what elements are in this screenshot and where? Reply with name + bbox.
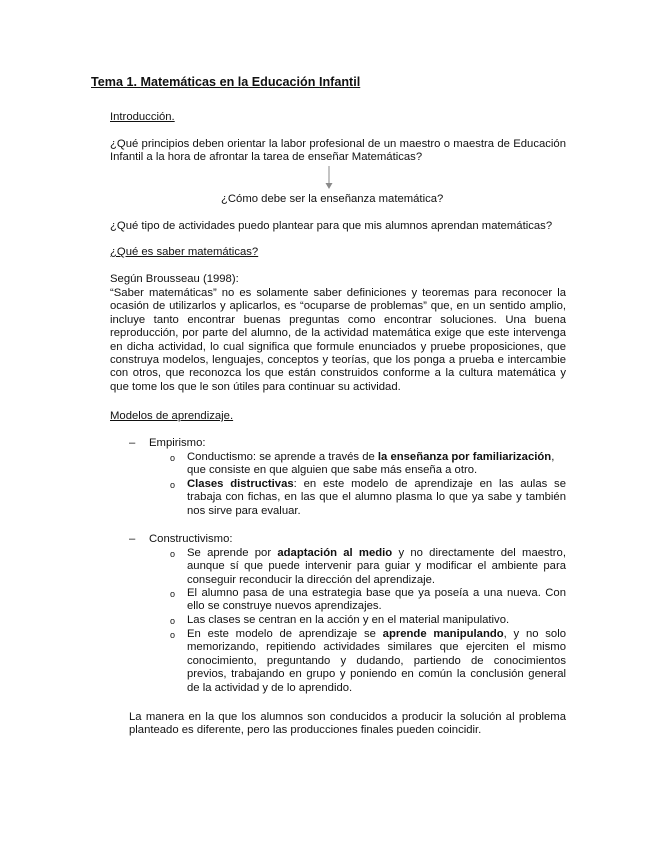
document-title: Tema 1. Matemáticas en la Educación Infantil bbox=[91, 75, 361, 89]
list-item bbox=[187, 628, 566, 695]
bullet-marker: o bbox=[170, 480, 176, 490]
item-text: : en este modelo de aprendizaje en las aulas se trabaja con fichas, en las que el alumno plasma lo que ya sabe y también nos sirve para evaluar. bbox=[187, 478, 566, 517]
center-question: ¿Cómo debe ser la enseñanza matemática? bbox=[221, 193, 444, 205]
item-text: , que consiste en que alguien que sabe más enseña a otro. bbox=[187, 451, 555, 477]
item-text: y no directamente del maestro, aunque sí que puede intervenir para guiar y modificar el ambiente para conseguir reconducir la dirección del aprendizaje. bbox=[187, 547, 566, 586]
bullet-marker: o bbox=[170, 630, 176, 640]
brousseau-label: Según Brousseau (1998): bbox=[110, 273, 239, 285]
empirismo-label: Empirismo: bbox=[149, 437, 206, 449]
list-dash: – bbox=[129, 533, 136, 545]
list-item: Las clases se centran en la acción y en el material manipulativo. bbox=[187, 614, 510, 626]
models-heading: Modelos de aprendizaje. bbox=[110, 410, 234, 422]
list-item: El alumno pasa de una estrategia base que ya poseía a una nueva. Con ello se construye nuevos aprendizajes. bbox=[187, 587, 566, 613]
item-bold-text: la enseñanza por familiarización bbox=[377, 451, 552, 463]
list-item bbox=[187, 547, 566, 587]
list-item bbox=[187, 478, 566, 518]
item-text: , y no solo memorizando, repitiendo actividades similares que ejerciten el mismo conocimiento, preguntando y dudando, partiendo de conocimientos previos, trabajando en grupo y poniendo en común la conclusión general de la actividad y de lo aprendido. bbox=[187, 628, 566, 694]
item-text: En este modelo de aprendizaje se bbox=[187, 628, 383, 640]
bullet-marker: o bbox=[170, 616, 176, 626]
item-bold-text: Clases distructivas bbox=[187, 478, 294, 490]
bullet-marker: o bbox=[170, 453, 176, 463]
brousseau-quote: “Saber matemáticas” no es solamente saber definiciones y teoremas para reconocer la ocasión de utilizarlos y aplicarlos, es “ocuparse de problemas” que, en un sentido amplio, incluye tanto encontrar buenas preguntas como encontrar soluciones. Una buena reproducción, por parte del alumno, de la actividad matemática exige que este intervenga en dicha actividad, lo cual significa que formule enunciados y pruebe proposiciones, que construya modelos, lenguajes, conceptos y teorías, que los ponga a prueba e intercambie con otros, que reconozca los que están construidos conforme a la cultura matemática y que tome los que le son útiles para continuar su actividad. bbox=[110, 287, 566, 393]
bullet-marker: o bbox=[170, 549, 176, 559]
activities-question: ¿Qué tipo de actividades puedo plantear para que mis alumnos aprendan matemáticas? bbox=[110, 220, 553, 232]
saber-heading: ¿Qué es saber matemáticas? bbox=[110, 246, 259, 258]
bullet-marker: o bbox=[170, 589, 176, 599]
list-dash: – bbox=[129, 437, 136, 449]
item-text: Se aprende por bbox=[187, 547, 278, 559]
intro-heading: Introducción. bbox=[110, 111, 175, 123]
list-item bbox=[187, 451, 566, 478]
item-bold-text: aprende manipulando bbox=[382, 628, 504, 640]
conclusion-paragraph: La manera en la que los alumnos son conducidos a producir la solución al problema planteado es diferente, pero las producciones finales pueden coincidir. bbox=[129, 711, 566, 737]
constructivismo-label: Constructivismo: bbox=[149, 533, 233, 545]
intro-question: ¿Qué principios deben orientar la labor profesional de un maestro o maestra de Educación Infantil a la hora de afrontar la tarea de enseñar Matemáticas? bbox=[110, 138, 566, 164]
item-text: Conductismo: se aprende a través de bbox=[187, 451, 378, 463]
item-bold-text: adaptación al medio bbox=[277, 547, 393, 559]
down-arrow-icon bbox=[325, 166, 333, 190]
